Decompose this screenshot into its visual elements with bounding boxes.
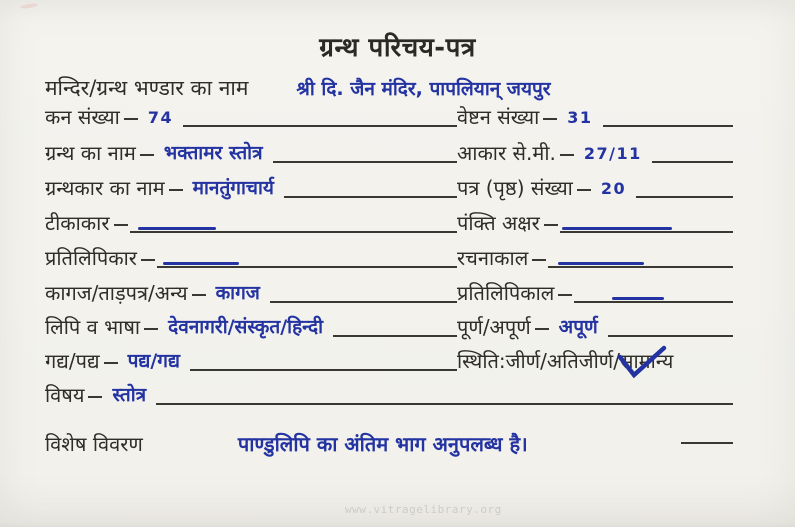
field-value-prose-verse: पद्य/गद्य bbox=[127, 350, 180, 373]
field-label-lines-letters: पंक्ति अक्षर bbox=[457, 211, 540, 235]
field-value-completeness: अपूर्ण bbox=[558, 316, 598, 339]
field-value-bundle-no: 31 bbox=[567, 107, 593, 127]
field-value-granth-name: भक्तामर स्तोत्र bbox=[163, 142, 263, 165]
form-row-granth-name bbox=[45, 135, 733, 165]
field-line bbox=[531, 317, 733, 339]
rule-line bbox=[273, 161, 457, 163]
condition-options: स्थिति:जीर्ण/अतिजीर्ण/ bbox=[457, 349, 620, 373]
field-line bbox=[556, 145, 733, 165]
rule-line bbox=[652, 161, 733, 163]
field-label-script-language: लिपि व भाषा bbox=[45, 315, 141, 339]
field-label-copyist: प्रतिलिपिकार bbox=[45, 246, 137, 270]
card-title: ग्रन्थ परिचय-पत्र bbox=[319, 33, 476, 63]
condition-selected: सामान्य bbox=[620, 349, 673, 373]
leader-dash bbox=[535, 328, 549, 330]
form-row-subject bbox=[45, 377, 733, 407]
form-row-copyist bbox=[45, 240, 733, 270]
rule-line bbox=[603, 125, 733, 127]
leader-dash bbox=[192, 294, 206, 296]
field-label-size-cm: आकार से.मी. bbox=[457, 141, 556, 165]
field-label-copy-date: प्रतिलिपिकाल bbox=[457, 281, 555, 305]
leader-dash bbox=[558, 294, 572, 296]
rule-line bbox=[130, 231, 457, 233]
field-label-author: ग्रन्थकार का नाम bbox=[45, 176, 165, 200]
watermark-text: www.vitragelibrary.org bbox=[345, 503, 502, 516]
field-value-page-count: 20 bbox=[600, 178, 627, 198]
form-row-serial bbox=[45, 99, 733, 129]
field-value-script-language: देवनागरी/संस्कृत/हिन्दी bbox=[168, 316, 324, 339]
form-row-script-language bbox=[45, 309, 733, 339]
field-line bbox=[554, 294, 733, 305]
rule-line bbox=[333, 335, 457, 337]
leader-dash bbox=[577, 189, 591, 191]
field-line bbox=[140, 317, 457, 339]
rule-line bbox=[157, 266, 457, 268]
field-value-material: कागज bbox=[215, 282, 260, 305]
handwritten-dash bbox=[562, 227, 672, 230]
rule-line bbox=[156, 403, 733, 405]
field-value-subject: स्तोत्र bbox=[112, 384, 147, 407]
form-row-commentator bbox=[45, 205, 733, 235]
field-label-bundle-no: वेष्टन संख्या bbox=[457, 105, 540, 129]
rule-line bbox=[560, 231, 733, 233]
field-line bbox=[573, 180, 733, 200]
leader-dash bbox=[543, 118, 557, 120]
field-label-subject: विषय bbox=[45, 383, 85, 407]
leader-dash bbox=[144, 328, 158, 330]
field-label-commentator: टीकाकार bbox=[45, 211, 110, 235]
form-row-prose-verse bbox=[45, 343, 733, 373]
field-value-size-cm: 27/11 bbox=[583, 143, 642, 163]
field-label-granth-name: ग्रन्थ का नाम bbox=[45, 141, 136, 165]
rule-line bbox=[574, 301, 733, 303]
field-value-bhandar: श्री दि. जैन मंदिर, पापलियान् जयपुर bbox=[296, 78, 551, 100]
form-row-material bbox=[45, 275, 733, 305]
field-line bbox=[528, 259, 733, 270]
leader-dash bbox=[104, 362, 118, 364]
leader-dash bbox=[114, 224, 128, 226]
field-value-serial-no: 74 bbox=[147, 107, 174, 127]
field-label-bhandar: मन्दिर/ग्रन्थ भण्डार का नाम bbox=[45, 76, 249, 100]
field-line bbox=[84, 385, 733, 407]
short-rule-line bbox=[681, 442, 733, 444]
field-label-serial-no: कन संख्या bbox=[45, 105, 120, 129]
leader-dash bbox=[544, 224, 558, 226]
leader-dash bbox=[124, 118, 138, 120]
field-line bbox=[137, 259, 457, 270]
field-line bbox=[188, 283, 457, 305]
field-line bbox=[100, 351, 457, 373]
handwritten-dash bbox=[163, 262, 239, 265]
field-label-prose-verse: गद्य/पद्य bbox=[45, 349, 100, 373]
leader-dash bbox=[560, 154, 574, 156]
field-value-author: मानतुंगाचार्य bbox=[192, 177, 274, 200]
rule-line bbox=[608, 335, 733, 337]
field-label-notes: विशेष विवरण bbox=[45, 432, 143, 456]
leader-dash bbox=[141, 259, 155, 261]
form-row-notes bbox=[45, 432, 733, 456]
leader-dash bbox=[140, 154, 154, 156]
form-row-author bbox=[45, 170, 733, 200]
handwritten-dash bbox=[138, 227, 216, 230]
rule-line bbox=[270, 301, 457, 303]
handwritten-dash bbox=[612, 297, 664, 300]
rule-line bbox=[183, 125, 457, 127]
field-line bbox=[120, 109, 457, 129]
checkmark-icon bbox=[616, 345, 668, 379]
scan-artifact bbox=[20, 3, 38, 9]
field-label-completeness: पूर्ण/अपूर्ण bbox=[457, 315, 531, 339]
form-row-bhandar-name bbox=[45, 76, 755, 101]
field-line bbox=[110, 224, 457, 235]
rule-line bbox=[548, 266, 733, 268]
field-line bbox=[539, 109, 733, 129]
rule-line bbox=[190, 369, 457, 371]
field-value-notes: पाण्डुलिपि का अंतिम भाग अनुपलब्ध है। bbox=[237, 432, 528, 456]
rule-line bbox=[284, 196, 457, 198]
field-label-composition-date: रचनाकाल bbox=[457, 246, 529, 270]
field-line bbox=[136, 143, 457, 165]
field-label-page-count: पत्र (पृष्ठ) संख्या bbox=[457, 176, 573, 200]
leader-dash bbox=[532, 259, 546, 261]
field-line bbox=[540, 224, 733, 235]
handwritten-dash bbox=[558, 262, 644, 265]
leader-dash bbox=[169, 189, 183, 191]
leader-dash bbox=[88, 396, 102, 398]
field-label-condition bbox=[457, 349, 673, 373]
rule-line bbox=[636, 196, 733, 198]
field-line bbox=[165, 178, 457, 200]
field-label-material: कागज/ताड़पत्र/अन्य bbox=[45, 281, 188, 305]
